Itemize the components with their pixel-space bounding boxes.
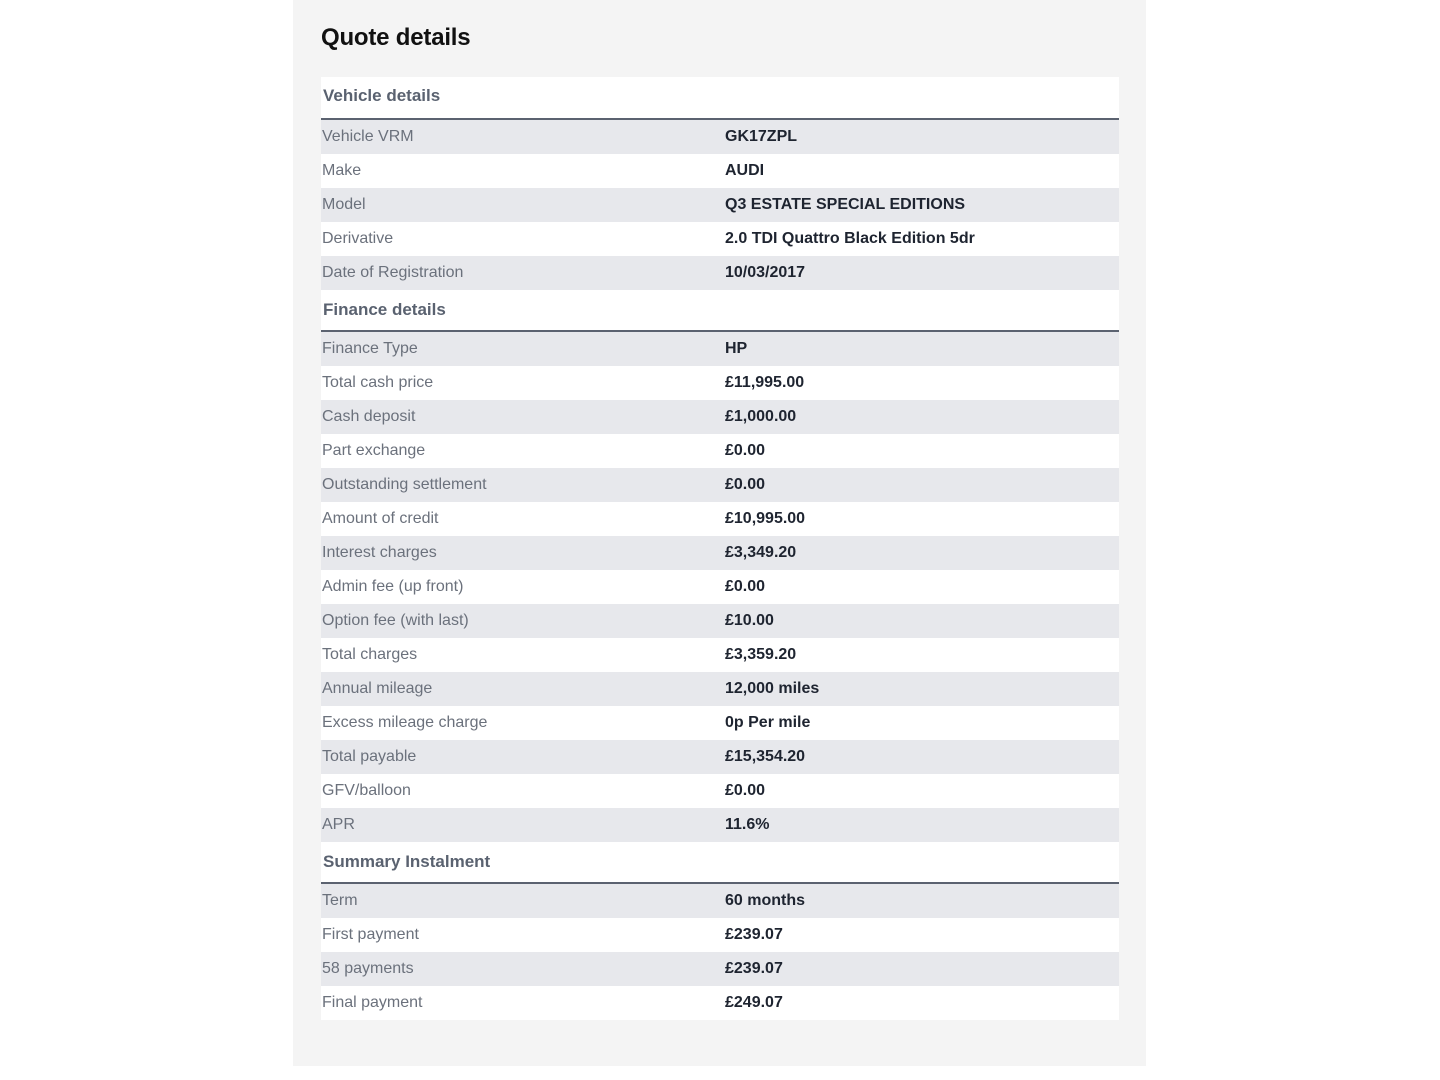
section-title-finance-details: Finance details: [321, 290, 1119, 332]
row-value: 0p Per mile: [725, 714, 811, 731]
row-label: Final payment: [322, 994, 423, 1011]
row-label: Part exchange: [322, 442, 426, 459]
table-row: [321, 986, 1119, 1020]
row-value: £11,995.00: [725, 374, 805, 391]
quote-details-panel: [293, 0, 1146, 1066]
row-label: Amount of credit: [322, 510, 439, 527]
row-label: Admin fee (up front): [322, 578, 464, 595]
section-title-summary-instalment: Summary Instalment: [321, 842, 1119, 884]
table-row: [321, 808, 1119, 842]
table-row: [321, 570, 1119, 604]
row-value: £239.07: [725, 926, 783, 943]
row-label: GFV/balloon: [322, 782, 411, 799]
row-value: £0.00: [725, 476, 766, 493]
row-value: £0.00: [725, 442, 766, 459]
row-label: First payment: [322, 926, 419, 943]
table-row: [321, 952, 1119, 986]
row-label: APR: [322, 816, 355, 833]
table-row: [321, 120, 1119, 154]
table-row: [321, 536, 1119, 570]
row-value: £1,000.00: [725, 408, 797, 425]
row-label: Make: [322, 162, 362, 179]
table-row: [321, 366, 1119, 400]
table-row: [321, 918, 1119, 952]
row-value: 12,000 miles: [725, 680, 820, 697]
table-row: [321, 774, 1119, 808]
row-label: 58 payments: [322, 960, 414, 977]
row-value: Q3 ESTATE SPECIAL EDITIONS: [725, 196, 966, 213]
table-row: [321, 740, 1119, 774]
row-label: Excess mileage charge: [322, 714, 488, 731]
table-row: [321, 884, 1119, 918]
table-row: [321, 706, 1119, 740]
row-value: £239.07: [725, 960, 783, 977]
row-value: £249.07: [725, 994, 783, 1011]
row-label: Finance Type: [322, 340, 418, 357]
row-label: Total payable: [322, 748, 417, 765]
row-value: £15,354.20: [725, 748, 806, 765]
row-label: Date of Registration: [322, 264, 464, 281]
row-label: Total charges: [322, 646, 418, 663]
table-row: [321, 188, 1119, 222]
row-label: Term: [322, 892, 358, 909]
row-label: Outstanding settlement: [322, 476, 487, 493]
table-row: [321, 222, 1119, 256]
row-label: Cash deposit: [322, 408, 416, 425]
row-value: AUDI: [725, 162, 765, 179]
table-row: [321, 400, 1119, 434]
summary-instalment-rows: [321, 884, 1119, 1020]
table-row: [321, 604, 1119, 638]
table-row: [321, 434, 1119, 468]
row-label: Model: [322, 196, 366, 213]
row-value: 60 months: [725, 892, 806, 909]
row-value: 2.0 TDI Quattro Black Edition 5dr: [725, 230, 975, 247]
table-row: [321, 638, 1119, 672]
table-row: [321, 468, 1119, 502]
row-value: HP: [725, 340, 748, 357]
row-value: £10.00: [725, 612, 774, 629]
row-value: 11.6%: [725, 816, 770, 833]
row-label: Annual mileage: [322, 680, 433, 697]
page-title: Quote details: [321, 24, 471, 51]
row-value: £0.00: [725, 578, 766, 595]
row-label: Total cash price: [322, 374, 434, 391]
vehicle-details-rows: [321, 120, 1119, 290]
section-title-vehicle-details: Vehicle details: [321, 77, 1119, 120]
row-value: GK17ZPL: [725, 128, 798, 145]
row-label: Derivative: [322, 230, 394, 247]
table-row: [321, 154, 1119, 188]
row-value: 10/03/2017: [725, 264, 806, 281]
row-value: £3,359.20: [725, 646, 797, 663]
row-value: £0.00: [725, 782, 766, 799]
row-value: £3,349.20: [725, 544, 797, 561]
quote-details-table: [321, 77, 1119, 1020]
table-row: [321, 502, 1119, 536]
row-label: Vehicle VRM: [322, 128, 414, 145]
row-label: Interest charges: [322, 544, 437, 561]
finance-details-rows: [321, 332, 1119, 842]
row-label: Option fee (with last): [322, 612, 469, 629]
table-row: [321, 332, 1119, 366]
table-row: [321, 256, 1119, 290]
table-row: [321, 672, 1119, 706]
row-value: £10,995.00: [725, 510, 806, 527]
